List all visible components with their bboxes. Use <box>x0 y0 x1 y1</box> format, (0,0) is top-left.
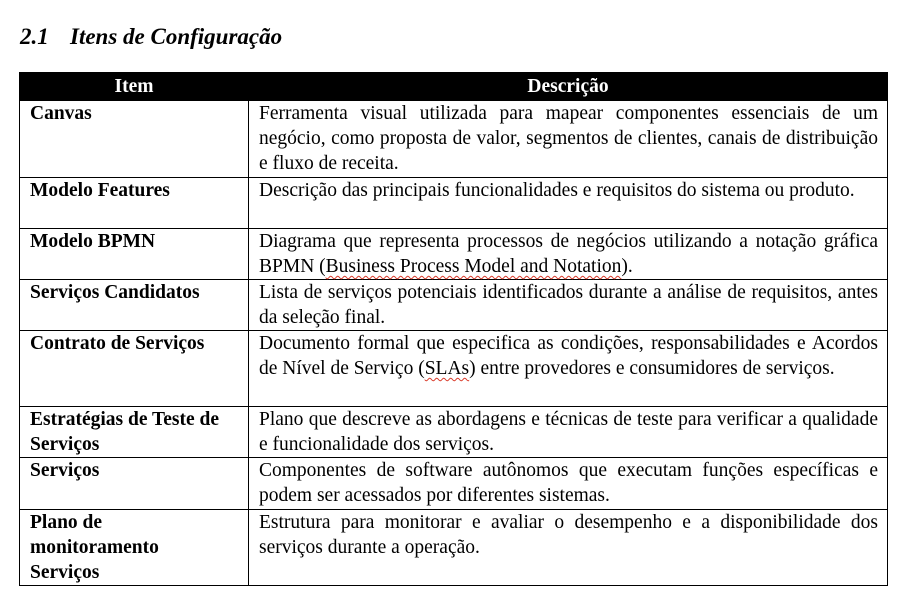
table-row <box>20 510 888 586</box>
row-description: Componentes de software autônomos que executam funções específicas e podem ser acessados por diferentes sistemas. <box>249 458 888 510</box>
table-row <box>20 229 888 280</box>
row-item: Serviços Candidatos <box>20 280 249 331</box>
description-text: ) entre provedores e consumidores de serviços. <box>469 358 835 379</box>
configuration-items-table <box>19 72 888 586</box>
item-line: monitoramento <box>30 537 159 558</box>
row-description <box>249 229 888 280</box>
row-item: Modelo BPMN <box>20 229 249 280</box>
row-item: Serviços <box>20 458 249 510</box>
table-row <box>20 331 888 407</box>
row-description <box>249 331 888 407</box>
description-text: Diagrama que representa processos de negócios utilizando a notação gráfica BPMN ( <box>259 231 878 277</box>
section-number: 2.1 <box>20 24 49 49</box>
row-item: Canvas <box>20 101 249 178</box>
description-text: Documento formal que especifica as condições, responsabilidades e Acordos de Nível de Serviço ( <box>259 333 878 379</box>
row-description: Plano que descreve as abordagens e técnicas de teste para verificar a qualidade e funcionalidade dos serviços. <box>249 407 888 458</box>
row-description: Lista de serviços potenciais identificados durante a análise de requisitos, antes da seleção final. <box>249 280 888 331</box>
row-item <box>20 510 249 586</box>
description-text: ). <box>621 256 633 277</box>
header-item: Item <box>20 73 249 101</box>
row-item: Contrato de Serviços <box>20 331 249 407</box>
row-item: Estratégias de Teste de Serviços <box>20 407 249 458</box>
table-row <box>20 178 888 229</box>
item-line: Plano de <box>30 512 103 533</box>
row-description: Ferramenta visual utilizada para mapear componentes essenciais de um negócio, como proposta de valor, segmentos de clientes, canais de distribuição e fluxo de receita. <box>249 101 888 178</box>
row-description: Estrutura para monitorar e avaliar o desempenho e a disponibilidade dos serviços durante a operação. <box>249 510 888 586</box>
spellcheck-flagged-text: SLAs <box>424 358 470 379</box>
spellcheck-flagged-text: Business Process Model and Notation <box>325 256 622 277</box>
table-row <box>20 407 888 458</box>
header-description: Descrição <box>249 73 888 101</box>
table-row <box>20 458 888 510</box>
table-header-row <box>20 73 888 101</box>
section-title: Itens de Configuração <box>70 24 283 49</box>
table-row <box>20 101 888 178</box>
row-description: Descrição das principais funcionalidades e requisitos do sistema ou produto. <box>249 178 888 229</box>
row-item: Modelo Features <box>20 178 249 229</box>
section-heading <box>20 22 282 52</box>
item-line: Serviços <box>30 562 100 583</box>
table-row <box>20 280 888 331</box>
